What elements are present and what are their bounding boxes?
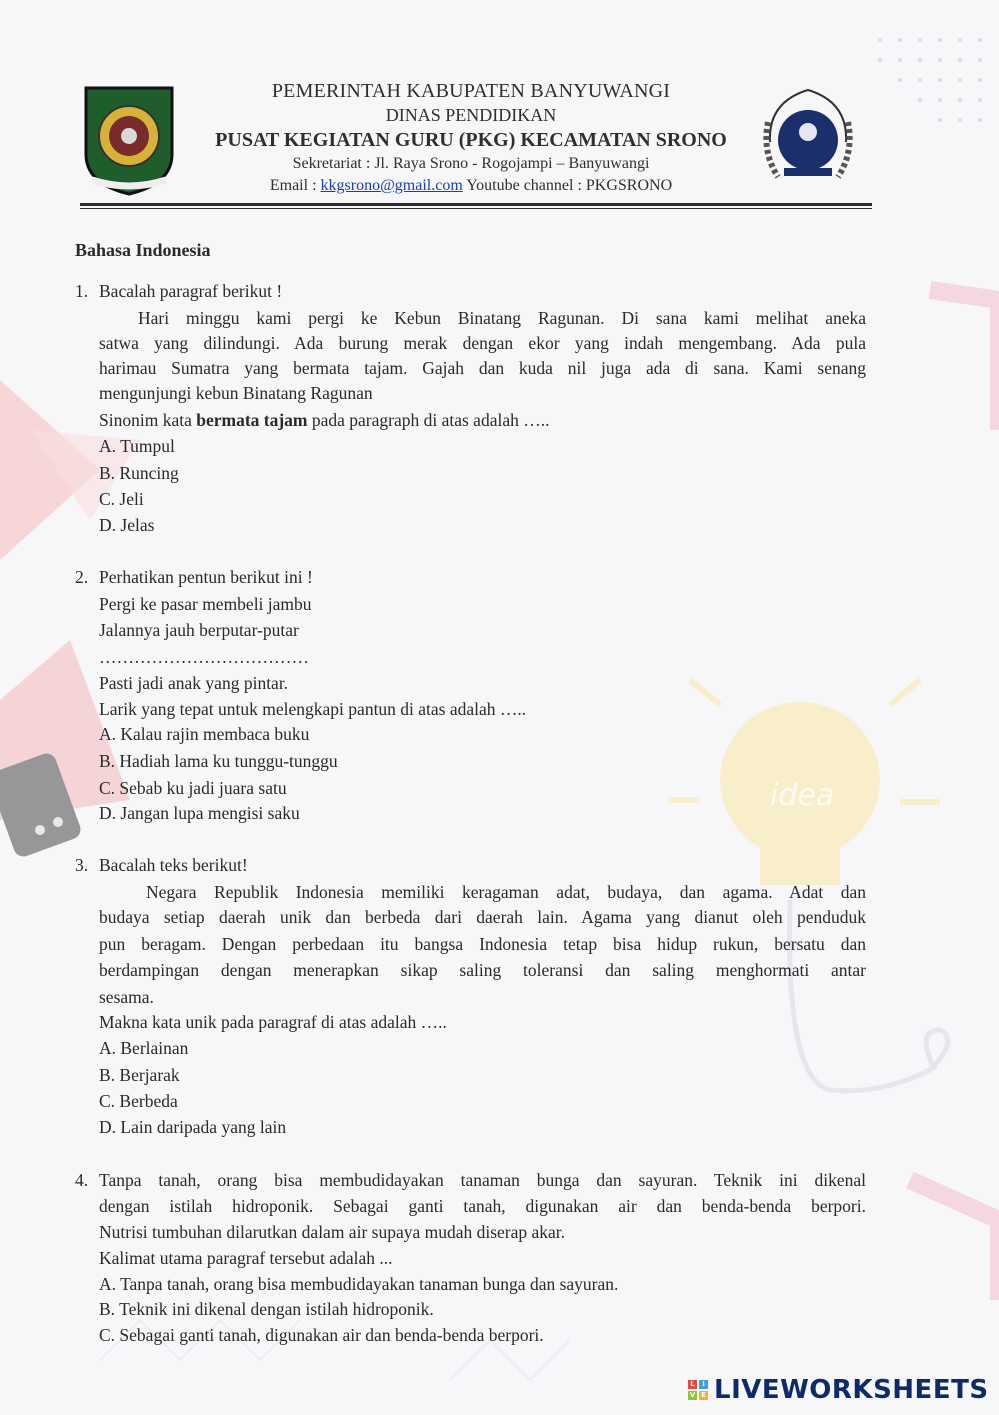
youtube-label: Youtube channel : PKGSRONO: [462, 177, 673, 194]
q2-pantun-line: Pergi ke pasar membeli jambu: [99, 594, 312, 614]
q4-option-b[interactable]: B. Teknik ini dikenal dengan istilah hidroponik.: [99, 1299, 434, 1319]
q3-paragraph-line: sesama.: [99, 987, 154, 1007]
q3-prompt: Bacalah teks berikut!: [99, 855, 248, 875]
email-label: Email :: [269, 177, 321, 194]
banyuwangi-emblem-icon: [82, 84, 176, 196]
header-department: DINAS PENDIDIKAN: [385, 105, 557, 125]
q3-option-d[interactable]: D. Lain daripada yang lain: [99, 1117, 287, 1137]
q4-option-c[interactable]: C. Sebagai ganti tanah, digunakan air dan benda-benda berpori.: [99, 1325, 544, 1345]
header-government: PEMERINTAH KABUPATEN BANYUWANGI: [271, 80, 671, 102]
q1-paragraph-line: satwa yang dilindungi. Ada burung merak dengan ekor yang indah mengembang. Ada pula: [99, 333, 866, 353]
header-contact: [186, 177, 756, 195]
q3-option-a[interactable]: A. Berlainan: [99, 1038, 189, 1058]
logo-letter: E: [699, 1391, 708, 1400]
logo-letter: L: [688, 1380, 697, 1389]
q2-option-a[interactable]: A. Kalau rajin membaca buku: [99, 724, 310, 744]
q2-number: 2.: [75, 567, 89, 587]
q2-option-b[interactable]: B. Hadiah lama ku tunggu-tunggu: [99, 751, 338, 771]
q1-question-bold: bermata tajam: [196, 410, 308, 430]
q2-pantun-blank: ………………………………: [99, 647, 309, 667]
liveworksheets-watermark[interactable]: [688, 1374, 989, 1406]
q2-pantun-line: Pasti jadi anak yang pintar.: [99, 673, 289, 693]
q3-paragraph-line: budaya setiap daerah unik dan berbeda dari daerah lain. Agama yang dianut oleh penduduk: [99, 907, 866, 927]
q2-prompt: Perhatikan pentun berikut ini !: [99, 567, 313, 587]
header-secretariat: Sekretariat : Jl. Raya Srono - Rogojampi – Banyuwangi: [292, 155, 650, 172]
q1-option-c[interactable]: C. Jeli: [99, 489, 144, 509]
q2-question: Larik yang tepat untuk melengkapi pantun di atas adalah …..: [99, 699, 527, 719]
q3-paragraph-line: berdampingan dengan menerapkan sikap saling toleransi dan saling menghormati antar: [99, 960, 866, 980]
q3-paragraph-line: pun beragam. Dengan perbedaan itu bangsa Indonesia tetap bisa hidup rukun, bersatu dan: [99, 934, 866, 954]
q1-number: 1.: [75, 281, 89, 301]
header-rule-thin: [80, 208, 872, 209]
q3-number: 3.: [75, 855, 89, 875]
q4-question: Kalimat utama paragraf tersebut adalah ...: [99, 1248, 393, 1268]
q1-option-b[interactable]: B. Runcing: [99, 463, 179, 483]
header-center: PUSAT KEGIATAN GURU (PKG) KECAMATAN SRONO: [215, 129, 727, 151]
subject-title: Bahasa Indonesia: [75, 240, 211, 260]
q2-option-d[interactable]: D. Jangan lupa mengisi saku: [99, 803, 300, 823]
q4-number: 4.: [75, 1170, 89, 1190]
q1-prompt: Bacalah paragraf berikut !: [99, 281, 283, 301]
q1-paragraph-line: harimau Sumatra yang bermata tajam. Gajah dan kuda nil juga ada di sana. Kami senang: [99, 358, 866, 378]
q3-question: Makna kata unik pada paragraf di atas adalah …..: [99, 1012, 447, 1032]
q1-question: [99, 409, 549, 431]
q4-option-a[interactable]: A. Tanpa tanah, orang bisa membudidayakan tanaman bunga dan sayuran.: [99, 1274, 619, 1294]
logo-letter: V: [689, 1391, 696, 1399]
q4-paragraph-line: dengan istilah hidroponik. Sebagai ganti tanah, digunakan air dan benda-benda berpori.: [99, 1196, 866, 1216]
q3-option-b[interactable]: B. Berjarak: [99, 1065, 180, 1085]
bulb-word: idea: [770, 778, 835, 813]
q3-paragraph-line: Negara Republik Indonesia memiliki keragaman adat, budaya, dan agama. Adat dan: [146, 882, 866, 902]
pkg-badge-icon: [758, 82, 858, 192]
liveworksheets-brand: LIVEWORKSHEETS: [714, 1375, 989, 1405]
email-link[interactable]: kkgsrono@gmail.com: [320, 177, 463, 194]
q1-paragraph-line: Hari minggu kami pergi ke Kebun Binatang Ragunan. Di sana kami melihat aneka: [138, 308, 866, 328]
header-rule-thick: [80, 203, 872, 206]
q4-paragraph-line: Nutrisi tumbuhan dilarutkan dalam air supaya mudah diserap akar.: [99, 1222, 566, 1242]
q3-option-c[interactable]: C. Berbeda: [99, 1091, 178, 1111]
logo-letter: I: [699, 1380, 708, 1389]
q1-question-pre: Sinonim kata: [99, 410, 197, 430]
q1-paragraph-line: mengunjungi kebun Binatang Ragunan: [99, 383, 373, 403]
q2-option-c[interactable]: C. Sebab ku jadi juara satu: [99, 778, 287, 798]
q2-pantun-line: Jalannya jauh berputar-putar: [99, 620, 299, 640]
q4-paragraph-line: Tanpa tanah, orang bisa membudidayakan tanaman bunga dan sayuran. Teknik ini dikenal: [99, 1170, 866, 1190]
q1-option-d[interactable]: D. Jelas: [99, 515, 155, 535]
liveworksheets-logo-icon: [688, 1380, 708, 1400]
q1-option-a[interactable]: A. Tumpul: [99, 436, 175, 456]
q1-question-post: pada paragraph di atas adalah …..: [307, 410, 550, 430]
